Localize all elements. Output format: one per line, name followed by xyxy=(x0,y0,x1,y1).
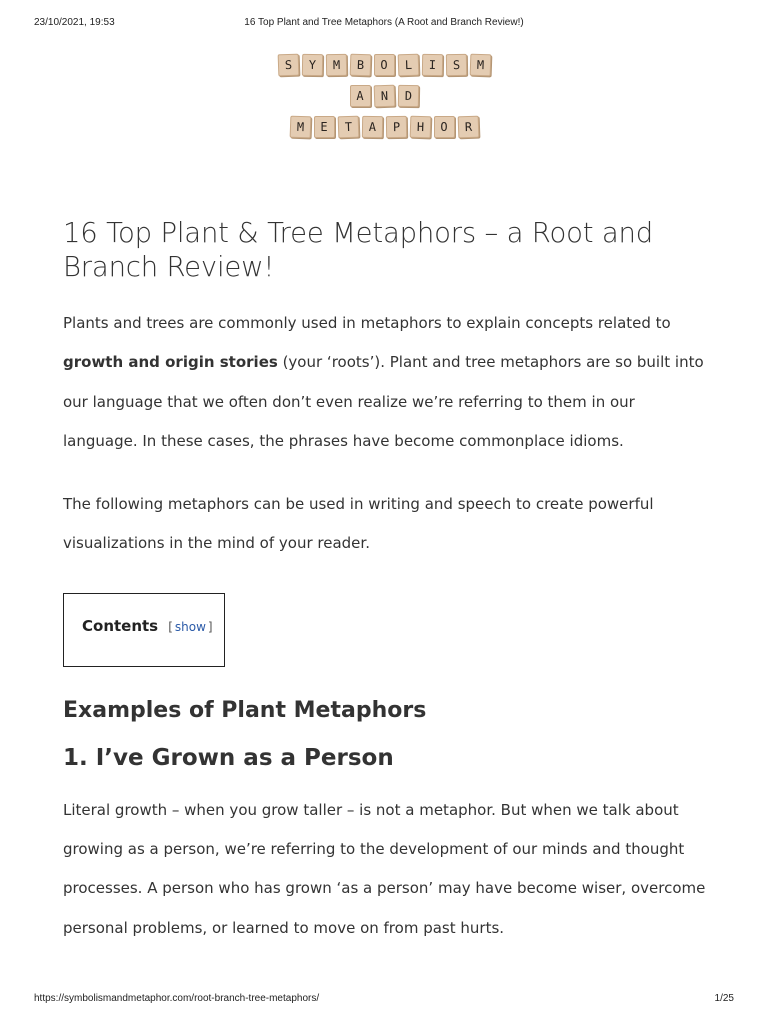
logo-tile: N xyxy=(373,85,395,108)
print-page-title: 16 Top Plant and Tree Metaphors (A Root and Branch Review!) xyxy=(244,17,524,28)
logo-tile: T xyxy=(337,116,359,139)
toc-bracket-close: ] xyxy=(207,619,213,634)
logo-tile: R xyxy=(457,116,479,139)
table-of-contents xyxy=(63,593,225,667)
logo-tile: O xyxy=(374,54,395,76)
print-url[interactable]: https://symbolismandmetaphor.com/root-branch-tree-metaphors/ xyxy=(34,993,320,1004)
logo-tile: M xyxy=(469,54,491,77)
logo-tile: A xyxy=(361,116,382,138)
logo-tile: S xyxy=(445,54,466,76)
logo-tile: P xyxy=(385,116,406,138)
intro-rest: (your ‘roots’). Plant and tree metaphors are so built into our language that we often don’t even realize we’re referring to them in our language. In these cases, the phrases have become commonplace idioms. xyxy=(63,353,704,450)
logo-tile: M xyxy=(289,116,311,139)
toc-toggle xyxy=(168,620,212,634)
article-content xyxy=(63,216,708,948)
section-heading: Examples of Plant Metaphors xyxy=(63,697,427,723)
logo-row-and xyxy=(0,85,768,107)
intro-paragraph xyxy=(63,304,708,461)
logo-tile: O xyxy=(434,116,455,138)
logo-tile: L xyxy=(397,54,419,77)
logo-tile: S xyxy=(277,54,299,77)
toc-title: Contents xyxy=(82,616,159,635)
print-datetime: 23/10/2021, 19:53 xyxy=(34,17,115,28)
item-body-1: Literal growth – when you grow taller – is not a metaphor. But when we talk about growing as a person, we’re referring to the development of our minds and thought processes. A person who has grown ‘as a person’ may have become wiser, overcome personal problems, or learned to move on from past hurts. xyxy=(63,800,706,937)
logo-tile: H xyxy=(409,116,431,139)
intro-bold-phrase: growth and origin stories xyxy=(63,353,278,372)
logo-tile: E xyxy=(314,116,335,138)
logo-tile: B xyxy=(349,54,371,77)
logo-tile: D xyxy=(397,85,418,107)
toc-bracket-open: [ xyxy=(168,619,173,634)
intro-lead: Plants and trees are commonly used in metaphors to explain concepts related to xyxy=(63,314,671,332)
logo-tile: I xyxy=(421,54,442,76)
article-title: 16 Top Plant & Tree Metaphors – a Root and Branch Review! xyxy=(63,217,653,283)
print-page-number: 1/25 xyxy=(714,993,734,1004)
logo-tile: M xyxy=(325,54,346,76)
logo-row-symbolism xyxy=(0,54,768,76)
logo-tile: Y xyxy=(301,54,322,76)
logo-tile: A xyxy=(350,85,371,107)
logo-row-metaphor xyxy=(0,116,768,138)
item-heading-1: 1. I’ve Grown as a Person xyxy=(63,744,394,771)
following-paragraph: The following metaphors can be used in writing and speech to create powerful visualizations in the mind of your reader. xyxy=(63,495,654,553)
toc-show-link[interactable]: show xyxy=(174,619,206,634)
